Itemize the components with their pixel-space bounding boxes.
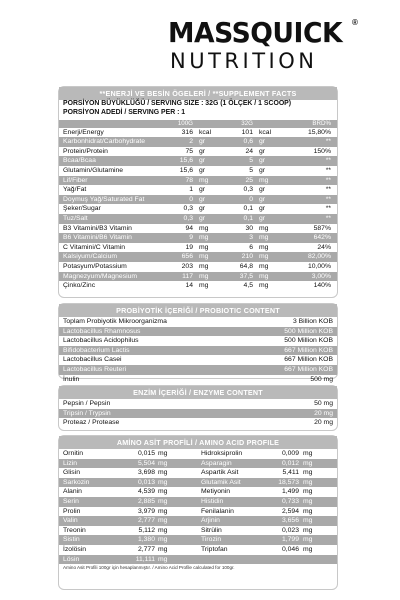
nutrient-brd: ** [325, 166, 331, 174]
nutrient-brd: 10,00% [307, 262, 331, 270]
nutrient-unit-100g: gr [199, 166, 206, 174]
amino-acid-name: Fenilalanin [201, 507, 234, 515]
amino-acid-row [59, 516, 337, 526]
nutrient-unit-32g: mg [259, 282, 269, 290]
nutrient-row [59, 137, 337, 147]
nutrient-row [59, 252, 337, 262]
probiotic-panel [58, 303, 338, 383]
nutrient-value-32g: 0,6 [243, 138, 253, 146]
amino-acid-value: 0,013 [137, 478, 155, 486]
nutrient-unit-100g: gr [199, 186, 206, 194]
enzyme-value: 20 mg [314, 419, 333, 427]
amino-acid-value: 1,380 [137, 536, 155, 544]
nutrient-value-100g: 75 [185, 147, 193, 155]
amino-acid-row [59, 526, 337, 536]
nutrient-unit-32g: gr [259, 214, 266, 222]
amino-acid-value: 18,573 [278, 478, 299, 486]
amino-acid-value: 2,777 [137, 517, 155, 525]
nutrient-unit-32g: gr [259, 138, 266, 146]
nutrient-value-100g: 203 [181, 262, 193, 270]
nutrient-unit-100g: mg [199, 262, 209, 270]
probiotic-row [59, 336, 337, 346]
nutrient-value-100g: 0 [189, 195, 193, 203]
nutrient-value-100g: 15,6 [179, 157, 193, 165]
nutrient-brd: ** [325, 186, 331, 194]
amino-acid-panel [58, 435, 338, 590]
nutrient-unit-32g: gr [259, 147, 266, 155]
probiotic-value: 500 Million KOB [284, 327, 333, 335]
nutrient-value-100g: 94 [185, 224, 193, 232]
amino-acid-row [59, 545, 337, 555]
amino-acid-unit: mg [158, 526, 168, 534]
amino-acid-name: Serin [63, 497, 79, 505]
nutrient-brd: 3,00% [311, 272, 331, 280]
probiotic-name: Lactobacillus Rhamnosus [63, 327, 141, 335]
nutrient-name: Şeker/Sugar [63, 205, 101, 213]
amino-acid-name: Aspartik Asit [201, 469, 239, 477]
nutrient-value-32g: 4,5 [243, 282, 253, 290]
nutrient-name: B6 Vitamini/B6 Vitamin [63, 234, 132, 242]
logo-brand: MASSQUICK [168, 16, 343, 49]
amino-acid-value: 0,046 [281, 545, 299, 553]
amino-acid-rows [59, 449, 337, 564]
amino-acid-unit: mg [158, 497, 168, 505]
enzyme-row [59, 418, 337, 428]
amino-acid-note: Amino Asit Profili 100gr için hesaplanmıştır. / Amino Acid Profile calculated for 100gr. [63, 565, 235, 571]
enzyme-name: Pepsin / Pepsin [63, 400, 111, 407]
nutrient-unit-32g: mg [259, 243, 269, 251]
amino-acid-unit: mg [158, 545, 168, 553]
amino-acid-value: 0,012 [281, 459, 299, 467]
nutrient-value-32g: 5 [249, 166, 253, 174]
nutrient-row [59, 233, 337, 243]
nutrition-rows [59, 128, 337, 291]
probiotic-value: 500 Million KOB [284, 337, 333, 345]
amino-acid-name: Triptofan [201, 545, 228, 553]
nutrient-unit-32g: gr [259, 157, 266, 165]
enzyme-value: 20 mg [314, 409, 333, 417]
enzyme-row [59, 399, 337, 409]
nutrient-name: Bcaa/Bcaa [63, 157, 96, 165]
nutrient-unit-100g: mg [199, 176, 209, 184]
nutrient-name: Enerji/Energy [63, 128, 104, 136]
nutrient-unit-100g: mg [199, 224, 209, 232]
nutrient-row [59, 224, 337, 234]
amino-acid-unit: mg [303, 459, 313, 467]
nutrient-value-32g: 6 [249, 243, 253, 251]
nutrient-unit-32g: mg [259, 272, 269, 280]
amino-acid-name: Sistin [63, 536, 80, 544]
amino-acid-value: 1,799 [281, 536, 299, 544]
amino-acid-value: 3,698 [137, 469, 155, 477]
nutrient-unit-100g: gr [199, 138, 206, 146]
nutrient-value-32g: 64,8 [239, 262, 253, 270]
nutrient-row [59, 195, 337, 205]
nutrient-brd: ** [325, 205, 331, 213]
amino-acid-value: 4,539 [137, 488, 155, 496]
nutrient-value-32g: 24 [245, 147, 253, 155]
nutrient-value-100g: 0,3 [183, 214, 193, 222]
amino-acid-name: Lösin [63, 555, 80, 563]
probiotic-row [59, 375, 337, 385]
enzyme-value: 50 mg [314, 400, 333, 407]
amino-acid-value: 5,504 [137, 459, 155, 467]
probiotic-name: Lactobacillus Acidophilus [63, 337, 139, 345]
supplement-facts-panel [58, 86, 338, 298]
nutrient-brd: ** [325, 214, 331, 222]
column-100g: 100G [177, 119, 193, 127]
nutrient-row [59, 262, 337, 272]
amino-acid-value: 0,023 [281, 526, 299, 534]
amino-acid-name: Valin [63, 517, 78, 525]
nutrient-name: Potasyum/Potassium [63, 262, 127, 270]
amino-acid-header: AMİNO ASİT PROFİLİ / AMINO ACID PROFILE [59, 436, 337, 449]
amino-acid-value: 3,979 [137, 507, 155, 515]
probiotic-row [59, 346, 337, 356]
nutrient-unit-32g: mg [259, 224, 269, 232]
amino-acid-value: 1,499 [281, 488, 299, 496]
nutrient-unit-32g: gr [259, 186, 266, 194]
nutrient-value-32g: 25 [245, 176, 253, 184]
nutrient-value-100g: 2 [189, 138, 193, 146]
probiotic-row [59, 355, 337, 365]
amino-acid-name: Ornitin [63, 450, 84, 457]
amino-acid-unit: mg [158, 459, 168, 467]
enzyme-name: Proteaz / Protease [63, 419, 120, 427]
amino-acid-value: 2,885 [137, 497, 155, 505]
nutrient-brd: 642% [313, 234, 331, 242]
nutrient-row [59, 243, 337, 253]
amino-acid-row [59, 497, 337, 507]
massquick-logo [168, 18, 358, 76]
nutrient-unit-32g: mg [259, 262, 269, 270]
amino-acid-unit: mg [158, 555, 168, 563]
amino-acid-name: Sitrülin [201, 526, 222, 534]
nutrient-value-32g: 30 [245, 224, 253, 232]
nutrient-value-100g: 9 [189, 234, 193, 242]
nutrient-value-32g: 37,5 [239, 272, 253, 280]
amino-acid-row [59, 449, 337, 459]
amino-acid-unit: mg [303, 545, 313, 553]
nutrient-unit-100g: gr [199, 205, 206, 213]
nutrient-unit-100g: mg [199, 243, 209, 251]
nutrient-name: Yağ/Fat [63, 186, 87, 194]
nutrient-brd: 24% [317, 243, 331, 251]
nutrient-value-100g: 14 [185, 282, 193, 290]
nutrient-unit-100g: mg [199, 272, 209, 280]
amino-acid-unit: mg [158, 517, 168, 525]
nutrient-unit-100g: kcal [199, 128, 212, 136]
amino-acid-value: 5,411 [282, 469, 299, 477]
nutrient-unit-32g: mg [259, 253, 269, 261]
nutrient-name: Kalsiyum/Calcium [63, 253, 118, 261]
amino-acid-value: 3,656 [281, 517, 299, 525]
amino-acid-name: Hidroksiprolin [201, 450, 243, 457]
amino-acid-name: Alanin [63, 488, 82, 496]
enzyme-header: ENZİM İÇERİĞİ / ENZYME CONTENT [59, 386, 337, 399]
nutrient-value-100g: 1 [189, 186, 193, 194]
nutrient-brd: 587% [313, 224, 331, 232]
amino-acid-value: 11,111 [135, 555, 155, 563]
nutrient-unit-100g: gr [199, 214, 206, 222]
nutrient-unit-100g: gr [199, 195, 206, 203]
nutrient-row [59, 147, 337, 157]
column-32g: 32G [241, 119, 253, 127]
nutrient-unit-32g: mg [259, 176, 269, 184]
amino-acid-unit: mg [303, 526, 313, 534]
nutrient-name: Çinko/Zinc [63, 282, 96, 290]
probiotic-name: Bifidobacterium Lactis [63, 346, 130, 354]
nutrient-row [59, 214, 337, 224]
amino-acid-unit: mg [158, 507, 168, 515]
amino-acid-unit: mg [303, 478, 313, 486]
nutrient-unit-32g: kcal [259, 128, 272, 136]
probiotic-row [59, 327, 337, 337]
probiotic-name: İnulin [63, 375, 80, 383]
nutrient-value-32g: 0,3 [243, 186, 253, 194]
amino-acid-unit: mg [303, 488, 313, 496]
nutrient-value-32g: 210 [241, 253, 253, 261]
probiotic-row [59, 365, 337, 375]
amino-acid-row [59, 487, 337, 497]
nutrient-unit-32g: gr [259, 205, 266, 213]
nutrient-value-100g: 316 [181, 128, 193, 136]
logo-subtitle: NUTRITION [170, 49, 318, 73]
nutrient-value-100g: 78 [185, 176, 193, 184]
nutrient-unit-32g: mg [259, 234, 269, 242]
nutrient-value-100g: 19 [185, 243, 193, 251]
nutrient-row [59, 176, 337, 186]
amino-acid-row [59, 555, 337, 565]
nutrient-unit-100g: gr [199, 157, 206, 165]
amino-acid-name: Arjinin [201, 517, 220, 525]
nutrient-row [59, 185, 337, 195]
amino-acid-unit: mg [158, 488, 168, 496]
amino-acid-value: 0,009 [281, 450, 299, 457]
column-brd: BRD% [312, 119, 331, 127]
amino-acid-unit: mg [303, 497, 313, 505]
amino-acid-row [59, 459, 337, 469]
nutrient-value-32g: 0 [249, 195, 253, 203]
nutrient-value-100g: 15,6 [179, 166, 193, 174]
amino-acid-name: Treonin [63, 526, 86, 534]
nutrient-value-100g: 656 [181, 253, 193, 261]
nutrient-name: Magnezyum/Magnesium [63, 272, 138, 280]
nutrient-name: Doymuş Yağ/Saturated Fat [63, 195, 145, 203]
nutrient-value-32g: 101 [241, 128, 253, 136]
amino-acid-value: 2,777 [137, 545, 155, 553]
probiotic-rows [59, 317, 337, 384]
amino-acid-value: 2,594 [281, 507, 299, 515]
amino-acid-value: 0,015 [137, 450, 155, 457]
nutrient-brd: ** [325, 138, 331, 146]
servings-per: PORSİYON ADEDİ / SERVING PER : 1 [63, 108, 186, 116]
probiotic-row [59, 317, 337, 327]
amino-acid-value: 5,112 [138, 526, 155, 534]
nutrient-name: Lif/Fiber [63, 176, 88, 184]
amino-acid-name: Lizin [63, 459, 77, 467]
nutrient-value-32g: 0,1 [243, 205, 253, 213]
amino-acid-unit: mg [303, 469, 313, 477]
nutrient-value-100g: 117 [182, 272, 193, 280]
nutrient-brd: ** [325, 176, 331, 184]
probiotic-name: Toplam Probiyotik Mikroorganizma [63, 318, 167, 325]
amino-acid-unit: mg [303, 507, 313, 515]
nutrient-name: B3 Vitamini/B3 Vitamin [63, 224, 132, 232]
amino-acid-unit: mg [303, 450, 313, 457]
nutrient-brd: 140% [313, 282, 331, 290]
nutrient-brd: 150% [313, 147, 331, 155]
nutrient-name: Karbonhidrat/Carbohydrate [63, 138, 145, 146]
probiotic-value: 667 Million KOB [284, 356, 333, 364]
nutrient-row [59, 281, 337, 291]
enzyme-name: Tripsin / Trypsin [63, 409, 111, 417]
enzyme-rows [59, 399, 337, 428]
amino-acid-row [59, 507, 337, 517]
nutrient-name: Protein/Protein [63, 147, 108, 155]
registered-mark: ® [352, 18, 358, 27]
amino-acid-name: Prolin [63, 507, 81, 515]
supplement-facts-header: **ENERJİ VE BESİN ÖGELERİ / **SUPPLEMENT FACTS [59, 87, 337, 100]
nutrient-unit-100g: mg [199, 234, 209, 242]
amino-acid-name: Glutamik Asit [201, 478, 241, 486]
amino-acid-name: Metiyonin [201, 488, 231, 496]
amino-acid-value: 0,733 [281, 497, 299, 505]
amino-acid-name: Histidin [201, 497, 224, 505]
serving-size: PORSİYON BÜYÜKLÜĞÜ / SERVING SIZE : 32G (1 ÖLÇEK / 1 SCOOP) [63, 100, 292, 107]
probiotic-name: Lactobacillus Reuteri [63, 365, 127, 373]
enzyme-panel [58, 385, 338, 431]
amino-acid-unit: mg [158, 478, 168, 486]
probiotic-header: PROBİYOTİK İÇERİĞİ / PROBIOTIC CONTENT [59, 304, 337, 317]
nutrient-value-32g: 5 [249, 157, 253, 165]
probiotic-value: 500 mg [310, 375, 333, 383]
nutrient-value-32g: 0,1 [243, 214, 253, 222]
amino-acid-unit: mg [303, 536, 313, 544]
amino-acid-unit: mg [158, 450, 168, 457]
amino-acid-row [59, 468, 337, 478]
nutrient-row [59, 204, 337, 214]
nutrient-name: C Vitamini/C Vitamin [63, 243, 126, 251]
amino-acid-unit: mg [158, 536, 168, 544]
nutrient-row [59, 166, 337, 176]
probiotic-name: Lactobacillus Casei [63, 356, 122, 364]
amino-acid-name: Glisin [63, 469, 80, 477]
nutrient-unit-100g: gr [199, 147, 206, 155]
nutrient-brd: 82,00% [307, 253, 331, 261]
nutrient-unit-100g: mg [199, 282, 209, 290]
nutrient-row [59, 128, 337, 138]
probiotic-value: 667 Million KOB [284, 365, 333, 373]
nutrient-value-100g: 0,3 [183, 205, 193, 213]
amino-acid-row [59, 478, 337, 488]
nutrient-brd: 15,80% [307, 128, 331, 136]
probiotic-value: 3 Billion KOB [292, 318, 333, 325]
probiotic-value: 667 Million KOB [284, 346, 333, 354]
nutrient-unit-32g: gr [259, 166, 266, 174]
nutrient-brd: ** [325, 157, 331, 165]
nutrient-row [59, 156, 337, 166]
amino-acid-name: İzolösin [63, 545, 87, 553]
amino-acid-name: Asparagin [201, 459, 232, 467]
nutrient-name: Glutamin/Glutamine [63, 166, 124, 174]
amino-acid-unit: mg [303, 517, 313, 525]
nutrient-row [59, 272, 337, 282]
column-header-row [59, 120, 337, 128]
amino-acid-name: Tirozin [201, 536, 222, 544]
amino-acid-unit: mg [158, 469, 168, 477]
nutrient-unit-32g: gr [259, 195, 266, 203]
nutrient-name: Tuz/Salt [63, 214, 88, 222]
nutrient-unit-100g: mg [199, 253, 209, 261]
amino-acid-name: Sarkozin [63, 478, 90, 486]
enzyme-row [59, 409, 337, 419]
amino-acid-row [59, 535, 337, 545]
nutrient-brd: ** [325, 195, 331, 203]
nutrient-value-32g: 3 [249, 234, 253, 242]
